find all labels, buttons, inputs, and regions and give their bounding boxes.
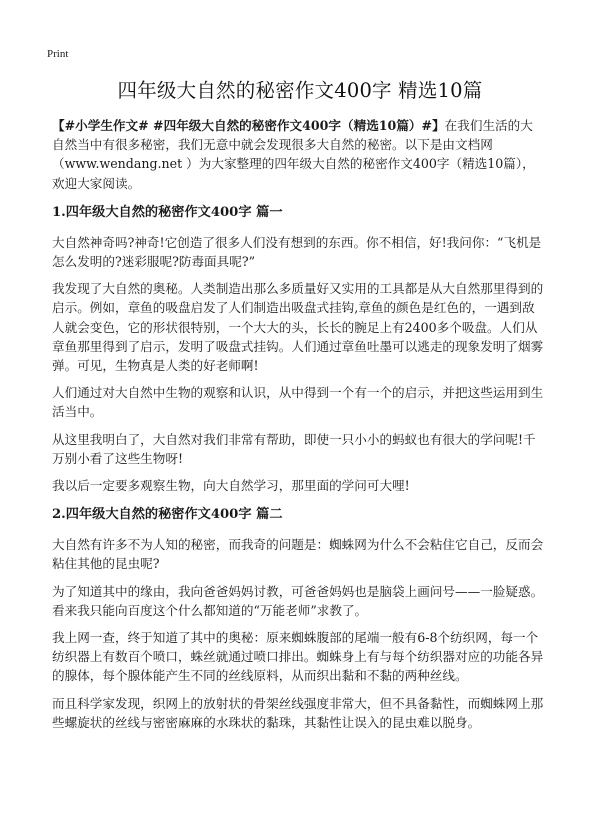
section-2-paragraph-3: 我上网一查，终于知道了其中的奥秘：原来蜘蛛腹部的尾端一般有6-8个纺织网，每一个纺织器上有数百个喷口，蛛丝就通过喷口排出。蜘蛛身上有与每个纺织器对应的功能各异的腺体，每个腺体能产生不同的丝线原料，从而织出黏和不黏的两种丝线。 <box>52 630 544 684</box>
intro-text: 在我们生活的大自然当中有很多秘密，我们无意中就会发现很多大自然的秘密。以下是由文档网（www.wendang.net ）为大家整理的四年级大自然的秘密作文400字（精选10篇），欢迎大家阅读。 <box>52 118 535 191</box>
intro-paragraph <box>52 116 544 193</box>
article-body <box>52 116 544 740</box>
section-1-paragraph-2: 我发现了大自然的奥秘。人类制造出那么多质量好又实用的工具都是从大自然那里得到的启示。例如，章鱼的吸盘启发了人们制造出吸盘式挂钩,章鱼的颜色是红色的，一遇到敌人就会变色，它的形状很特别，一个大大的头，长长的腕足上有2400多个吸盘。人们从章鱼那里得到了启示，发明了吸盘式挂钩。人们通过章鱼吐墨可以逃走的现象发明了烟雾弹。可见，生物真是人类的好老师啊! <box>52 281 544 374</box>
section-2-paragraph-1: 大自然有许多不为人知的秘密，而我奇的问题是：蜘蛛网为什么不会粘住它自己，反而会粘住其他的昆虫呢? <box>52 537 544 572</box>
section-1-paragraph-1: 大自然神奇吗?神奇!它创造了很多人们没有想到的东西。你不相信，好!我问你：“飞机是怎么发明的?迷彩服呢?防毒面具呢?” <box>52 234 542 270</box>
section-heading-1: 1.四年级大自然的秘密作文400字 篇一 <box>52 204 283 220</box>
section-1-paragraph-3: 人们通过对大自然中生物的观察和认识，从中得到一个有一个的启示，并把这些运用到生活当中。 <box>52 385 544 420</box>
section-2-paragraph-4: 而且科学家发现，织网上的放射状的骨架丝线强度非常大，但不具备黏性，而蜘蛛网上那些螺旋状的丝线与密密麻麻的水珠状的黏珠，其黏性让误入的昆虫难以脱身。 <box>52 695 544 730</box>
section-2-paragraph-2: 为了知道其中的缘由，我向爸爸妈妈讨教，可爸爸妈妈也是脑袋上画问号——一脸疑惑。看来我只能向百度这个什么都知道的“万能老师”求教了。 <box>52 583 544 618</box>
intro-tag: 【#小学生作文# #四年级大自然的秘密作文400字（精选10篇）#】 <box>52 118 445 133</box>
section-1-paragraph-5: 我以后一定要多观察生物，向大自然学习，那里面的学问可大哩! <box>52 478 410 494</box>
section-heading-2: 2.四年级大自然的秘密作文400字 篇二 <box>52 507 283 523</box>
page-title: 四年级大自然的秘密作文400字 精选10篇 <box>117 79 483 102</box>
print-label[interactable]: Print <box>47 48 69 60</box>
section-1-paragraph-4: 从这里我明白了，大自然对我们非常有帮助，即使一只小小的蚂蚁也有很大的学问呢!千万别小看了这些生物呀! <box>52 431 536 466</box>
